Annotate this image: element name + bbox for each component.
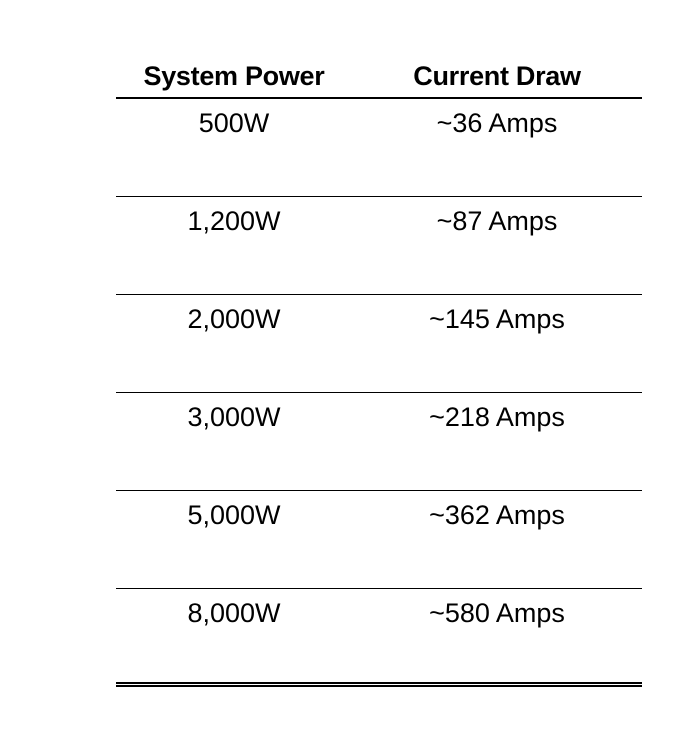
header-system-power: System Power [143, 61, 325, 91]
table-row [116, 99, 642, 197]
system-power-cell: 5,000W [187, 500, 281, 530]
system-power-cell: 8,000W [187, 598, 281, 628]
system-power-cell: 1,200W [187, 206, 281, 236]
table-row [116, 197, 642, 295]
current-draw-cell: ~362 Amps [429, 500, 565, 530]
system-power-cell: 3,000W [187, 402, 281, 432]
power-current-table [116, 56, 642, 687]
current-draw-cell: ~87 Amps [436, 206, 558, 236]
current-draw-cell: ~36 Amps [436, 108, 558, 138]
table-row [116, 295, 642, 393]
current-draw-cell: ~580 Amps [429, 598, 565, 628]
current-draw-cell: ~145 Amps [429, 304, 565, 334]
table-header-row [116, 56, 642, 99]
table-row [116, 589, 642, 687]
table-row [116, 491, 642, 589]
current-draw-cell: ~218 Amps [429, 402, 565, 432]
system-power-cell: 500W [198, 108, 270, 138]
system-power-cell: 2,000W [187, 304, 281, 334]
table-row [116, 393, 642, 491]
header-current-draw: Current Draw [413, 61, 581, 91]
